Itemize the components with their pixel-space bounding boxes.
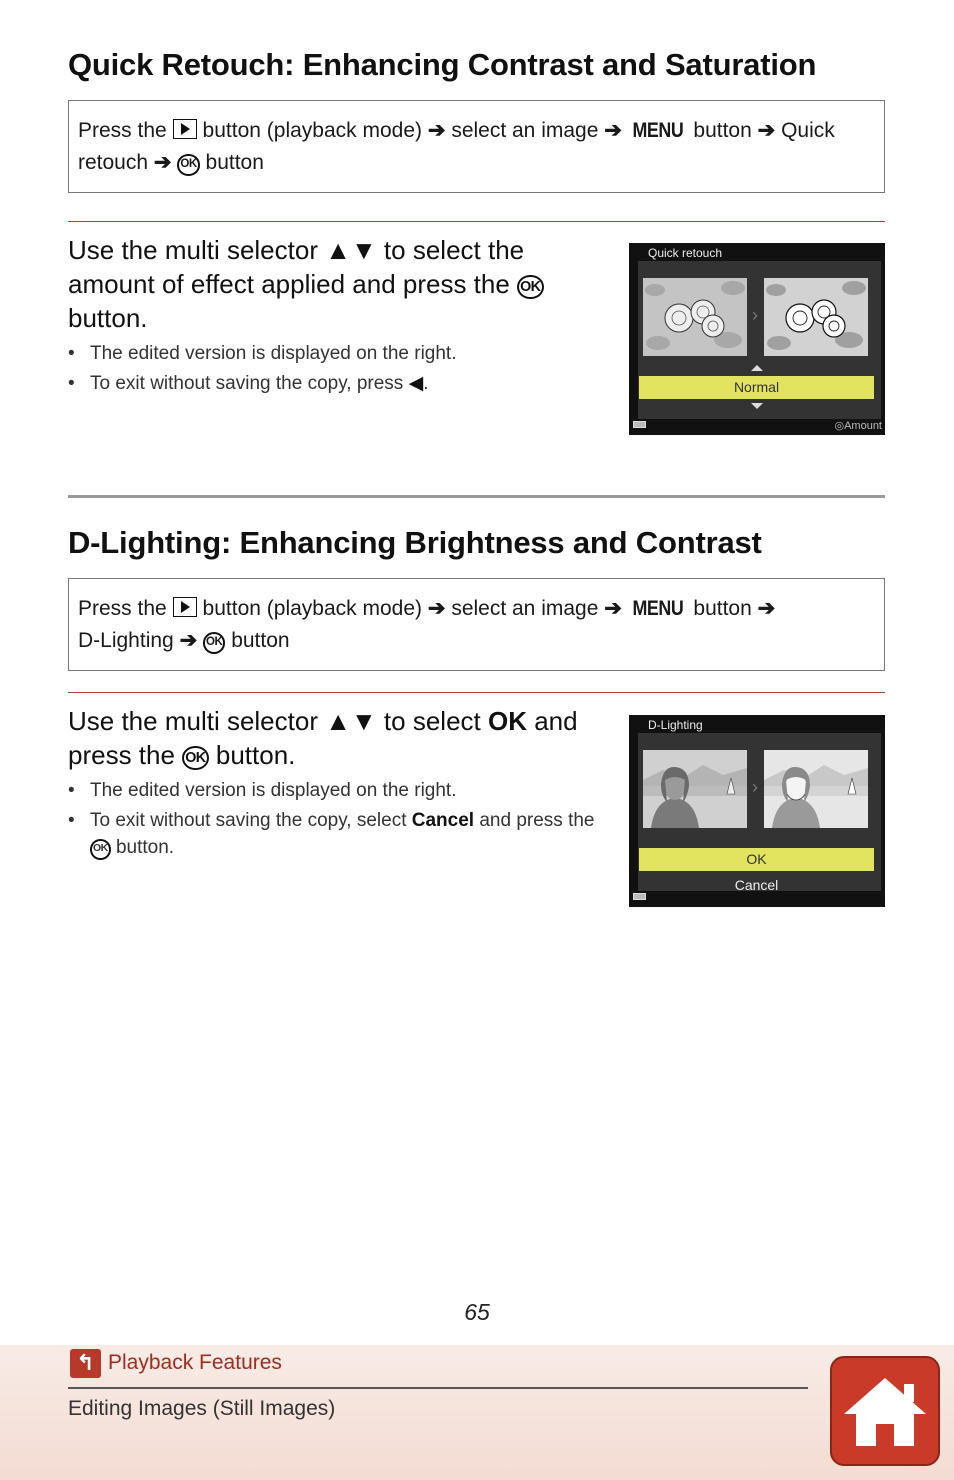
ok-button-icon: OK [203, 632, 225, 654]
note-text: button. [115, 837, 175, 858]
page-number: 65 [464, 1299, 490, 1325]
divider [68, 221, 885, 222]
up-down-arrows-icon: ▲▼ [325, 235, 377, 265]
arrow-right-icon: ➔ [427, 119, 446, 142]
up-arrow-icon [751, 365, 763, 371]
menu-button-icon: MENU [632, 119, 684, 142]
path-text: Press the [78, 119, 167, 142]
note-text: . [423, 373, 429, 394]
step-text: Use the multi selector [68, 235, 318, 265]
list-item [68, 340, 598, 367]
note-bold-option: Cancel [411, 810, 475, 831]
path-text: retouch [78, 151, 149, 174]
path-text: button [231, 629, 290, 652]
step-bold-option: OK [487, 706, 527, 736]
battery-icon [633, 421, 646, 428]
footer-divider [68, 1387, 808, 1389]
note-text: To exit without saving the copy, press [90, 373, 404, 394]
up-down-arrows-icon: ▲▼ [325, 706, 377, 736]
selected-option[interactable]: Normal [639, 376, 874, 399]
list-item [68, 370, 598, 397]
subsection-label: Editing Images (Still Images) [68, 1397, 336, 1420]
notes-list [68, 340, 598, 400]
arrow-right-icon: ➔ [153, 151, 172, 174]
playback-button-icon [173, 597, 197, 617]
option-ok[interactable]: OK [639, 848, 874, 871]
note-text: The edited version is displayed on the right. [90, 343, 457, 364]
multi-selector-icon: ◎ [834, 420, 845, 432]
ok-button-icon: OK [177, 154, 199, 176]
step-text: to select the amount of effect applied and press the [68, 235, 525, 299]
option-cancel[interactable]: Cancel [734, 877, 779, 893]
note-text: The edited version is displayed on the right. [90, 780, 457, 801]
camera-screen-d-lighting [629, 715, 885, 907]
step-instruction [68, 704, 608, 772]
left-arrow-icon: ◀ [408, 373, 424, 394]
ok-button-icon: OK [517, 275, 543, 299]
step-text: button. [68, 303, 148, 333]
edited-thumbnail [764, 278, 868, 356]
path-text: Quick [781, 119, 835, 142]
path-text: button (playback mode) [202, 597, 423, 620]
arrow-right-icon: ➔ [757, 597, 776, 620]
section-link[interactable]: Playback Features [108, 1351, 282, 1374]
divider [68, 692, 885, 693]
step-instruction [68, 233, 608, 335]
screen-title: Quick retouch [648, 246, 723, 260]
path-text: Press the [78, 597, 167, 620]
note-text: and press the [479, 810, 595, 831]
footer-hint [834, 419, 882, 432]
path-text: select an image [451, 119, 599, 142]
step-text: and press the [68, 706, 578, 770]
arrow-right-icon: ➔ [179, 629, 198, 652]
path-text: button [693, 119, 752, 142]
original-thumbnail [643, 750, 747, 828]
home-button[interactable] [830, 1356, 940, 1466]
section-title-d-lighting: D-Lighting: Enhancing Brightness and Contrast [68, 525, 762, 560]
chevron-right-icon: › [752, 305, 758, 325]
arrow-right-icon: ➔ [604, 119, 622, 142]
path-text: button (playback mode) [202, 119, 423, 142]
edited-thumbnail [764, 750, 868, 828]
list-item [68, 777, 598, 804]
path-box-d-lighting [68, 578, 885, 671]
arrow-right-icon: ➔ [604, 597, 622, 620]
path-text: D-Lighting [78, 629, 174, 652]
camera-screen-quick-retouch [629, 243, 885, 435]
step-text: Use the multi selector [68, 706, 318, 736]
path-text: button [205, 151, 264, 174]
path-text: button [693, 597, 752, 620]
playback-button-icon [173, 119, 197, 139]
step-text: to select [383, 706, 481, 736]
menu-button-icon: MENU [632, 597, 684, 620]
home-icon [832, 1358, 938, 1464]
path-text: select an image [451, 597, 599, 620]
original-thumbnail [643, 278, 747, 356]
chevron-right-icon: › [752, 777, 758, 797]
ok-button-icon: OK [90, 839, 111, 859]
note-text: To exit without saving the copy, select [90, 810, 407, 831]
section-divider [68, 495, 885, 498]
list-item [68, 807, 598, 861]
step-text: button. [215, 740, 296, 770]
arrow-right-icon: ➔ [427, 597, 446, 620]
battery-icon [633, 893, 646, 900]
notes-list [68, 777, 598, 864]
arrow-right-icon: ➔ [757, 119, 776, 142]
path-box-quick-retouch [68, 100, 885, 193]
footer-hint-label: Amount [844, 420, 882, 432]
ok-button-icon: OK [182, 746, 208, 770]
back-arrow-icon[interactable]: ↰ [70, 1349, 101, 1378]
section-title-quick-retouch: Quick Retouch: Enhancing Contrast and Saturation [68, 47, 817, 82]
screen-title: D-Lighting [648, 718, 703, 732]
down-arrow-icon [751, 403, 763, 409]
